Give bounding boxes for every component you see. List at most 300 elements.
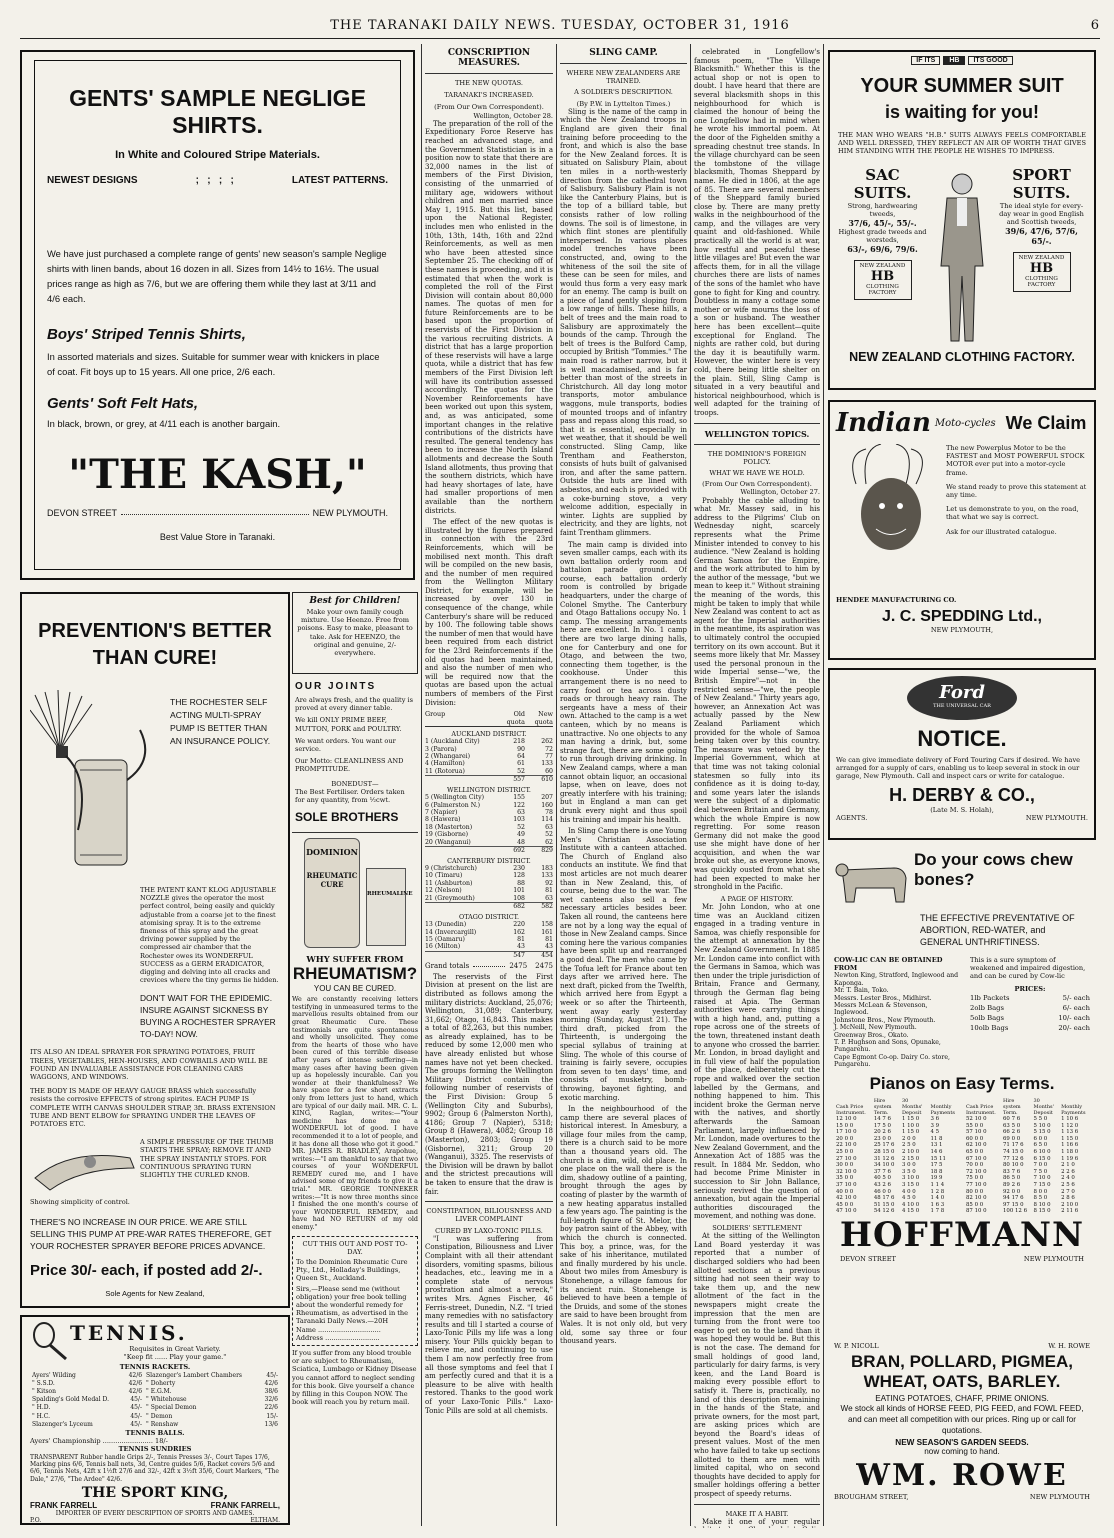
hoffmann-town: NEW PLYMOUTH [1023,1254,1084,1263]
quota-cell: 11 (Rotorua) [425,767,465,775]
piano-cell: 15 11 [930,1155,946,1162]
racket-cell: 45/- [130,1420,143,1428]
stamp-right: ITS GOOD [968,56,1012,65]
piano-cell: 83 7 6 [1003,1168,1021,1175]
quota-cell: 207 [541,794,553,802]
piano-cell: 63 5 0 [1003,1122,1021,1129]
piano-header-cell: Monthly Payments [1061,1104,1086,1116]
piano-row [834,1202,960,1209]
quota-total-cell: 582 [541,903,553,911]
quota-cell: 3 (Parora) [425,745,457,753]
coupon-name-field[interactable]: Name .............................. [296,1325,381,1334]
habit-body: Make it one of your regular [702,1517,820,1526]
quota-cell: 160 [541,801,553,809]
quota-row [425,809,553,816]
hoffmann-street: DEVON STREET [840,1254,896,1263]
racket-cell: 45/- [130,1396,143,1404]
piano-cell: 2 8 6 [1061,1195,1075,1202]
constipation-head: CONSTIPATION, BILIOUSNESS AND LIVER COMPLAINT [426,1207,552,1224]
joints-body: Are always fresh, and the quality is proved at every dinner table. [295,696,414,713]
quota-row [425,794,553,801]
sling-camp-article [560,48,687,1528]
rowe-line-6: now coming to hand. [924,1447,1000,1457]
children-body: Make your own family cough mixture. Use Heenzo. Free from poisons. Easy to make, pleasant to take. Ask for HEENZO, the original and genuine, 2/- everywhere. [297,608,413,658]
piano-cell: 82 10 0 [966,1195,987,1202]
latest-patterns: LATEST PATTERNS. [291,175,388,186]
coupon-address-field[interactable]: Address .......................... [296,1333,380,1342]
farrell-left: FRANK FARRELL [30,1501,98,1511]
gents-headline: GENTS' SAMPLE NEGLIGE SHIRTS. [69,85,366,138]
quota-cell: 103 [513,816,525,824]
piano-cell: 1 4 0 [930,1195,945,1202]
piano-cell: 60 0 0 [966,1135,984,1142]
racket-cell: 45/- [266,1371,278,1379]
racket-cell: 38/6 [264,1388,278,1396]
wellington-topics-article [694,48,820,1528]
quota-cell: 63 [545,823,553,831]
piano-cell: 3 9 [930,1122,940,1129]
quota-cell: 262 [541,738,553,746]
soldiers-head: SOLDIERS' SETTLEMENT [712,1224,802,1233]
racket-cell: 42/6 [128,1371,143,1379]
quota-cell: 133 [541,872,553,880]
racket-row [30,1413,280,1421]
indian-ready: We stand ready to prove this statement at any time. [946,482,1087,500]
piano-cell: 40 5 0 [873,1175,891,1182]
district-name: AUCKLAND DISTRICT. [451,730,527,739]
piano-cell: 25 17 6 [873,1142,895,1149]
cowlic-sure: This is a sure symptom of weakened and impaired digestion, and can be cured by Cow-lic [970,956,1086,981]
piano-cell: 28 15 0 [873,1148,895,1155]
piano-cell: 4 10 0 [901,1201,920,1208]
piano-row [964,1202,1090,1209]
cowlic-obtain: COW-LIC CAN BE OBTAINED FROM [834,956,943,973]
piano-cell: 1 10 6 [1061,1116,1079,1122]
importer-line: IMPORTER OF EVERY DESCRIPTION OF SPORTS AND GAMES. [55,1510,255,1518]
cowlic-agent: Newton King, Stratford, Inglewood and Kaponga. [834,972,959,987]
quota-row [425,768,553,775]
piano-cell: 94 17 6 [1003,1195,1024,1202]
quota-row [425,746,553,753]
piano-cell: 92 0 0 [1003,1188,1021,1195]
can-be-cured: YOU CAN BE CURED. [313,984,397,994]
hb-suit-advert [828,50,1096,390]
quota-row [425,943,553,950]
piano-header-cell: Hire system Term. [1003,1098,1021,1116]
quota-row [425,865,553,872]
quota-cell: 20 (Wanganui) [425,838,471,846]
quota-total [425,951,553,959]
quota-total-cell: 547 [513,951,525,959]
cowlic-agent: Johnstone Bros., New Plymouth. [834,1016,936,1024]
piano-cell: 54 12 6 [873,1208,895,1215]
sac-price-1: 37/6, 45/-, 55/-. [848,218,917,229]
coupon-to: To the Dominion Rheumatic Cure Pty., Ltd., Holladay's Buildings, Queen St., Auckland. [296,1258,408,1283]
sport-body: The ideal style for every-day wear in good English and Scottish tweeds, [999,201,1084,227]
sling-sub2: A SOLDIER'S DESCRIPTION. [574,88,673,97]
ford-body: We can give immediate delivery of Ford Touring Cars if desired. We have arranged for a supply of cars, enabling us to keep several in stock in our garage, New Plymouth. Call and inspect cars or write for catalogue. [836,756,1081,781]
piano-cell: 22 10 0 [836,1142,857,1149]
piano-row [834,1195,960,1202]
piano-cell: 2 7 0 [1061,1188,1075,1195]
habit-head: MAKE IT A HABIT. [725,1509,789,1518]
piano-cell: 65 0 0 [966,1148,984,1155]
column-rule [421,44,422,1526]
piano-cell: 20 0 0 [836,1135,854,1142]
piano-cell: 17 5 [930,1162,943,1169]
quota-cell: 2 (Whangarei) [425,753,470,760]
quota-total [425,775,553,783]
piano-row [834,1129,960,1136]
piano-cell: 32 10 0 [836,1168,857,1175]
quota-cell: 1 (Auckland City) [425,738,480,746]
quota-cell: 101 [513,887,525,895]
quota-cell: 43 [545,943,553,951]
wtopics-body: Probably the cable alluding to what Mr. Massey said, in his address to the Pilgrims' Club on Wednesday night, scarcely represents what the Prime Minister intended to convey to his audience. "New Zealand is holding German Samoa for the Empire, and the work attributed to him by the author of the message, "but we mean to keep it." Without straining the meaning of the words, this might be taken to imply that while New Zealand was content to act as agent for the Imperial authorities in the meantime, its aspiration was to ultimately control the occupied territory on its own account. But it seems more likely that Mr. Massey used the personal pronoun in the wide Imperial sense—"we, the British Empire"—not in the restricted sense—"we, the people of New Zealand." Thirty years ago, however, an Annexation Act was actually passed by the New Zealand Parliament which provided for the whole of Samoa being taken over by this country. The measure was vetoed by the Imperial Government, which at that time was not taking colonial statesmen so fully into its confidence as it is doing to-day, and some years later the islands were the subject of a diplomatic deal between Britain and Germany, which the whole Empire is now regretting. For some reason Germany did not make the good use she might have done of her acquisition, and when the war broke out she, as everyone knows, was quickly ousted from what she had been expected to make her stronghold in the Pacific. [694,496,820,892]
tennis-keep: "Keep fit ...... Play your game." [123,1353,227,1362]
piano-row [834,1156,960,1163]
spedding-town: NEW PLYMOUTH, [930,626,994,635]
thumb-illustration [30,1138,140,1196]
quota-cell: 19 (Gisborne) [425,831,469,839]
indian-body: The new Powerplus Motor to be the FASTEST and MOST POWERFUL STOCK MOTOR ever put into a motor-cycle frame. [946,444,1085,477]
piano-cell: 87 10 0 [966,1208,987,1215]
piano-cell: 11 8 [930,1135,943,1142]
sole-brothers: SOLE BROTHERS [295,810,399,825]
grand-total-old: 2475 [509,961,528,970]
racket-cell: " Renshaw [146,1420,179,1428]
prevention-headline-1: PREVENTION'S BETTER [38,620,272,642]
piano-cell: 4 15 0 [901,1208,920,1215]
sprayer-illustration [30,690,170,880]
piano-cell: 30 0 0 [836,1162,854,1169]
piano-cell: 75 0 0 [966,1175,984,1182]
kash-advert: GENTS' SAMPLE NEGLIGE SHIRTS. In White and Coloured Stripe Materials. NEWEST DESIGNS ; ; ; ; LATEST PATTERNS. We have just purchased a complete range of gents' new season's sample Neglige shirts with linen bands, about 16 dozen in all. Sizes from 14½ to 16½. The usual prices range as high as 7/6, but we are offering them while they last at 3/11 and 4/6 each. Boys' Striped Tennis Shirts, In assorted materials and sizes. Suitable for summer wear with knickers in place of coat. Fit boys up to 15 years. All one price, 2/6 each. Gents' Soft Felt Hats, In black, brown, or grey, at 4/11 each is another bargain. "THE KASH," DEVON STREET NEW PLYMOUTH. Best Value Store in Taranaki. [20,50,415,580]
piano-cell: 80 10 0 [1003,1162,1024,1169]
piano-cell: 7 15 0 [1033,1181,1051,1188]
quota-header-cell: Old quota [506,710,525,727]
kash-street: DEVON STREET [47,508,118,518]
piano-header-cell: 30 Months' Deposit [1033,1098,1054,1116]
piano-cell: 3 6 [930,1116,940,1122]
cow-illustration [834,850,914,910]
conscription-body-2: The effect of the new quotas is illustrated by the figures prepared in connection with the 23rd Reinforcements, which will be mobilised next month. This draft will be compiled on the new basis, and the number of men required from the Wellington Military District, for example, will be increased by over 130 in consequence of the change, while Canterbury's share will be reduced by 100. The following table shows the number of men that would have been required from each district for the 23rd Reinforcements if the old quotas had been maintained, and also the number of men who will be required now that the quotas are based upon the actual numbers of members of the First Division: [425,518,553,707]
piano-cell: 5 15 0 [1033,1129,1051,1136]
piano-cell: 13 1 [930,1142,943,1149]
sac-body: Strong, hardwearing tweeds, [847,201,918,218]
quota-row [425,929,553,936]
quota-cell: 14 (Invercargill) [425,928,477,936]
pump-claim: THE ROCHESTER SELF ACTING MULTI-SPRAY PUMP IS BETTER THAN AN INSURANCE POLICY. [170,697,271,746]
quota-cell: 62 [545,838,553,846]
sundries-body: TRANSPARENT Rubber handle Grips 2/-, Tennis Presses 3/-, Court Tapes 17/6, Marking pins 6/6, Tennis ball nets, 3d, Centre guides 5/6, Racket covers 5/6 and 6/6, Tennis Nets, 42ft x 1½ft 27/6 and 32/-, 42ft x 3½ft 35/6, Court Markers, "The Dale," 27/6, "The Ardee" 42/6. [30,1453,279,1483]
racket-cell: 22/6 [264,1404,278,1412]
racket-row [30,1404,280,1412]
racket-cell: " Kitson [32,1388,57,1396]
pianos-head: Pianos on Easy Terms. [869,1074,1055,1093]
piano-row [834,1123,960,1130]
piano-cell: 31 12 6 [873,1155,895,1162]
quota-cell: 81 [545,935,553,943]
piano-header-cell: 30 Months' Deposit [901,1098,923,1116]
conscription-article [425,48,553,1528]
piano-cell: 1 2 8 [930,1188,945,1195]
piano-cell: 97 15 0 [1003,1201,1024,1208]
piano-cell: 3 0 0 [901,1162,916,1169]
waiting-head: is waiting for you! [884,102,1039,122]
conscription-sub2: TARANAKI'S INCREASED. [444,91,534,100]
masthead [20,18,1100,33]
farrell-right: FRANK FARRELL, [210,1501,280,1511]
hb-stamp [838,56,1086,65]
quota-cell: 52 [517,767,525,775]
racket-cell: Spalding's Gold Medal D. [32,1396,110,1404]
quota-cell: 8 (Hawera) [425,816,461,824]
cowlic-prices-head: PRICES: [1014,984,1046,993]
racket-cell: 42/6 [264,1379,278,1387]
piano-cell: 69 0 0 [1003,1135,1021,1142]
derby-late: (Late M. S. Holah), [930,805,994,814]
quota-cell: 6 (Palmerston N.) [425,801,481,809]
piano-cell: 8 10 0 [1033,1201,1051,1208]
ford-tagline: THE UNIVERSAL CAR [933,703,991,709]
sling-body-3: In Sling Camp there is one Young Men's Christian Association Institute with a canteen attached. The Church of England also conducts an institute. We find that most articles are not much dearer than in New Zealand, this, of course, being due to the war. The wet canteens also sell a few necessary articles besides beer. Taken all round, the canteens here are not by a long way the equal of those in New Zealand camps. Since coming here the various companies have been split up and rearranged a good deal. The men who came by the Tofua left for France about ten days after we arrived here. The next draft, picked from the Twelfth, which arrived here from Egypt a week or so after the Thirteenth, went away early yesterday morning (Sunday, August 21). The third draft, picked from the Thirteenth, is undergoing the special syllabus of training at Sling. The whole of this course of training is fairly severe, occupies from seven to ten days' time, and consists of musketry, bomb-throwing, bayonet fighting, and exotic marching. [560,827,687,1102]
piano-cell: 3 15 0 [901,1181,920,1188]
quota-cell: 218 [513,738,525,746]
grand-total-label: Grand totals [425,961,470,970]
column-rule [690,44,691,1526]
piano-cell: 52 10 0 [966,1116,987,1122]
cowlic-agent: T. P. Hughson and Sons, Opunake, Pungarehu. [834,1039,941,1054]
cowlic-agent: J. McNeill, New Plymouth. [834,1024,917,1032]
racket-cell: " Whitehouse [146,1396,187,1404]
piano-cell: 8 5 0 [1033,1195,1048,1202]
racket-row [30,1372,280,1380]
hb-label-top-2: NEW ZEALAND [1018,255,1065,262]
quota-total-spacer [425,952,497,959]
quota-total-cell: 829 [541,847,553,855]
cows-body: THE EFFECTIVE PREVENTATIVE OF ABORTION, RED-WATER, and GENERAL UNTHRIFTINESS. [920,913,1075,947]
control-caption: Showing simplicity of control. [30,1198,130,1207]
piano-cell: 67 10 0 [966,1155,987,1162]
piano-cell: 80 0 0 [966,1188,984,1195]
rowe-line-2: WHEAT, OATS, BARLEY. [863,1372,1061,1392]
piano-cell: 6 0 0 [1033,1135,1048,1142]
piano-cell: 1 7 8 [930,1208,945,1215]
spedding-firm: J. C. SPEDDING Ltd., [881,608,1042,626]
district-name: OTAGO DISTRICT. [458,913,519,922]
racket-cell: " S.S.D. [32,1379,55,1387]
quota-cell: 52 [517,823,525,831]
tennis-po: P.O. [30,1517,42,1525]
piano-cell: 15 0 0 [836,1122,854,1129]
brass-body-text: THE BODY IS MADE OF HEAVY GAUGE BRASS which successfully resists the corrosive EFFECTS of strong spirites. EACH PUMP IS COMPLETE WITH CANVAS SHOULDER STRAP, 3ft. BRASS EXTENSION TUBE AND BENT ELBOW for SPRAYING UNDER THE LEAVES OF POTATOES ETC. [30,1087,276,1129]
piano-row [964,1142,1090,1149]
quota-total-spacer [425,776,497,783]
history-head: A PAGE OF HISTORY. [720,894,794,903]
indian-demo: Let us demonstrate to you, on the road, that what we say is correct. [946,505,1079,522]
piano-cell: 1 16 6 [1061,1142,1079,1149]
constipation-body: "I was suffering from Constipation, Biliousness and Liver Complaint with all their attendant disorders, vomiting spasms, bilious headaches, etc., leaving me in a complete state of nervous prostration and almost a wreck," writes Mrs. Agnes Fischer, 46 Ferris-street, Dunedin, N.Z. "I tried many remedies with no satisfactory results and till I started a course of Laxo-Tonic Pills my life was a long misery. Your Pills quickly began to relieve me, and continuing to use them I am now perfectly free from all those symptoms and feel that I am perfectly cured and that it is a pleasure to be alive with health restored. Thanks to the good work of your Laxo-Tonic Pills." Laxo-Tonic Pills are sold at all chemists. [425,1234,553,1415]
kash-town: NEW PLYMOUTH. [312,508,388,518]
coupon[interactable] [292,1236,418,1346]
sport-suits: SPORT SUITS. [1012,165,1071,202]
quota-row [425,760,553,767]
gents-sub: In White and Coloured Stripe Materials. [115,149,320,161]
quota-total-cell: 557 [513,776,525,784]
kant-klog-text: THE PATENT KANT KLOG ADJUSTABLE NOZZLE gives the operator the most perfect control, being easily and quickly adjustable from a coarse jet to the finest atomising spray. It is to the extreme fineness of this spray and the great driving power supplied by the compressed air chamber that the Rochester owes its WONDERFUL SUCCESS as a GERM ERADICATOR, digging and delving into all cracks and crevices where the tiny germs lie hidden. [140,886,279,985]
racket-row [30,1388,280,1396]
balls-heading: TENNIS BALLS. [125,1429,185,1438]
derby-town: NEW PLYMOUTH. [1025,813,1088,822]
piano-cell: 8 0 0 [1033,1188,1048,1195]
piano-cell: 7 5 0 [1033,1168,1048,1175]
piano-cell: 47 10 0 [836,1208,857,1215]
piano-header-row [964,1098,1090,1116]
piano-cell: 45 0 0 [836,1201,854,1208]
quota-cell: 81 [517,935,525,943]
racket-cell: 13/6 [264,1420,278,1428]
racket-cell: 42/6 [128,1388,143,1396]
quota-total-spacer [425,903,497,910]
racket-cell: " Demon [146,1412,173,1420]
sport-king: THE SPORT KING, [81,1485,229,1502]
sundries-heading: TENNIS SUNDRIES [118,1445,192,1454]
quota-cell: 63 [545,894,553,902]
quota-cell: 158 [541,921,553,929]
prevention-headline-2: THAN CURE! [92,647,218,669]
wtopics-corr: (From Our Own Correspondent). [702,480,812,489]
piano-cell: 4 5 [930,1129,940,1136]
piano-cell: 2 0 0 [901,1135,916,1142]
piano-row [834,1142,960,1149]
piano-cell: 17 5 0 [873,1122,891,1129]
conscription-body: The preparation of the roll of the Expeditionary Force Reserve has reached an advanced stage, and the Government Statistician is in a position now to state that there are 32,000 names in the list of members of the First Division, consisting of the unmarried of military age, widowers without children and men married since May 1, 1915. But this list, based upon the National Register, includes men who enlisted in the 10th, 13th, 14th, 16th and 22nd Reinforcements, as well as men who have been attested since September 25. The checking off of these names is proceeding, and it is estimated that when the work is completed the roll of the First Division will contain about 80,000 names. The quotas of men for future Reinforcements are to be based upon the proportion of reservists of the First Division in the various recruiting districts. A district that has a large proportion of these reservists will have a large quota, while a district that has few members of the First Division left will have its contribution assessed accordingly. The quotas for the November Reinforcements have been worked out upon this system, and, as was anticipated, some important changes in the relative contributions of the districts have resulted. The general tendency has been to increase the North Island allotments and decrease the South Island allotments, thus proving that the southern districts, which have had heavy shortages of late, have had smaller proportions of men available than the northern districts. [425,119,553,515]
piano-row [834,1149,960,1156]
sac-body-2: Highest grade tweeds and worsteds, [838,228,927,245]
conscription-corr: (From Our Own Correspondent). [434,103,544,112]
quota-cell: 13 (Dunedin) [425,921,467,929]
hb-label-bottom-2: CLOTHING FACTORY [1025,276,1058,289]
bottle-label-3: CURE [320,880,344,890]
ford-notice: NOTICE. [917,726,1007,751]
quota-total-cell: 682 [513,903,525,911]
wtopics-sub: THE DOMINION'S FOREIGN POLICY. [707,449,807,466]
racket-cell: 32/6 [264,1396,278,1404]
indian-head-illustration [836,444,946,594]
rowe-line-3: EATING POTATOES, CHAFF, PRIME ONIONS. [875,1394,1049,1404]
piano-cell: 25 0 0 [836,1148,854,1155]
quota-cell: 108 [513,894,525,902]
bottle-label-2: RHEUMATIC [306,871,358,881]
sac-suits: SAC SUITS. [853,165,912,202]
why-suffer: WHY SUFFER FROM [306,954,404,965]
quota-row [425,831,553,838]
quota-cell: 161 [541,928,553,936]
cowlic-agent: Greenway Bros., Okato. [834,1031,909,1039]
piano-cell: 12 10 0 [836,1116,857,1122]
piano-cell: 1 10 0 [901,1122,920,1129]
cowlic-prices [970,993,1090,1033]
quota-cell: 72 [545,745,553,753]
piano-cell: 1 15 0 [901,1116,920,1122]
hoffmann-firm: HOFFMANN [839,1214,1085,1255]
quota-cell: 43 [517,943,525,951]
quota-total-spacer [425,847,497,854]
quota-cell: 49 [517,831,525,839]
sling-body-2: The main camp is divided into seven smaller camps, each with its own battalion orderly room and battalion parade ground. Of course, each battalion orderly room is controlled by brigade headquarters, under the charge of Colonel Smythe. The Canterbury and Otago Battalions occupy No. 1 camp. The messing arrangements here are excellent. In No. 1 camp there are two large dining halls, one for Canterbury and one for Otago, and between the two, connecting them together, is the cookhouse. Under this arrangement there is no need to carry food or tea across dusty roads or through heavy rain. The sergeants have a mess of their own. Attached to the camp is a wet canteen, which by no means is unattractive. No one objects to any man having a drink, but, some strange fact, there are some going to run through driving drinking. In New Zealand camps, where a man cannot obtain liquor, an occasional lapse, when on leave, does not greatly interfere with his training; but in England a man can get drunk every night and thus spoil his training and impair his health. [560,540,687,824]
cowlic-price-row [970,993,1090,1003]
racket-cell: " Doherty [146,1379,176,1387]
cowlic-price-size: 2olb Bags [970,1003,1004,1012]
piano-header-cell: Cash Price Instrument. [966,1104,996,1116]
gents-body: We have just purchased a complete range of gents' new season's sample Neglige shirts with linen bands, about 16 dozen in all. Sizes from 14½ to 16½. The usual prices range as high as 7/6, but we are offering them while they last at 3/11 and 4/6 each. [47,248,387,304]
quota-cell: 78 [545,809,553,817]
quota-cell: 77 [545,753,553,760]
rowe-firm: WM. ROWE [856,1458,1068,1494]
piano-row [964,1208,1090,1215]
piano-cell: 2 1 0 [1061,1162,1075,1169]
piano-cell: 6 10 0 [1033,1148,1051,1155]
piano-cell: 6 15 0 [1033,1155,1051,1162]
sling-body: Sling is the name of the camp in which the New Zealand troops in England are given their final training before proceeding to the front, and which is also the base for the New Zealand forces. It is situated on Salisbury Plain, about ten miles in a north-westerly direction from the cathedral town of Salisbury. Salisbury Plain is not like the Canterbury Plains, but is the top of a billiard table, but consists rather of low rolling downs. The soil is of limestone, in which flint stones are plentifully interspersed. In various places model trenches have been constructed, and, owing to the whiteness of the soil the site of these can be seen for miles, and would thus form a very easy mark for an enemy. The camp is built on a piece of land gently sloping from a low range of hills. These hills, a belt of trees and the main road to Salisbury are approximately the bounds of the camp. Through the belt of trees is the Bulford Camp, occupied by British "Tommies." The main road is rather narrow, but it is well macadamised, and is far better than most of the streets in Christchurch. All day long motor transports, motor ambulance waggons, mule transports, bodies of mounted troops and of infantry pass and repass along this road, so that it is essential, especially in wet weather, that it should be well constructed. Sling Camp, like Trentham and Featherston, consists of huts built of galvanised iron, and after the same pattern. Outside the huts are lined with asbestos, and each is provided with a coke-burning stove, a very welcome addition, especially in winter. Lights are supplied by electricity, and they are lights, not faint Trentham glimmers. [560,107,687,537]
piano-row [964,1182,1090,1189]
joints-head: OUR JOINTS [295,681,377,692]
rheumaline-bottles [292,838,418,950]
piano-table-right [964,1098,1090,1215]
cowlic-agent: Messrs. Lester Bros., Midhirst. [834,994,932,1002]
piano-row [834,1189,960,1196]
piano-cell: 70 0 0 [966,1162,984,1169]
wtopics-head: WELLINGTON TOPICS. [704,428,810,439]
cowlic-price-row [970,1013,1090,1023]
rheum-body: We are constantly receiving letters testifying in unmeasured terms to the marvellous results obtained from our great Rheumatic Cure. These testimonials are quite spontaneous and wholly unsolicited. They come from the hearts of those who have been cured of this terrible disease after years of intense suffering—in many cases after having been given up as hopelessly incurable. Can you wonder at their thankfulness? We have space for a few short extracts only from letters just to hand, which are typical of our daily mail. MR. C. L. KING, Raglan, writes:—"Your medicine has done me a WONDERFUL lot of good. I have recommended it to a lot of people, and it has done all those who got it good." MR. JAMES R. BRADLEY, Arapohue, writes:—"I am thankful to say that two courses of your WONDERFUL REMEDY cured me, and I have advised some of my friends to give it a trial." MR. GEORGE TONNEKER writes:—"It is now three months since I finished the one month's course of your WONDERFUL REMEDY, and have had NO RETURN of my old enemy." [292,995,418,1232]
racket-cell: Slazenger's Lyceum [32,1420,93,1428]
quota-cell: 9 (Christchurch) [425,865,477,873]
we-claim: We Claim [1005,412,1087,433]
piano-cell: 2 2 6 [1061,1168,1075,1175]
quota-cell: 21 (Greymouth) [425,894,475,902]
piano-cell: 4 5 0 [901,1195,916,1202]
quota-row [425,936,553,943]
quota-cell: 114 [541,816,553,824]
column-rule [823,44,824,1526]
racket-cell: Ayers' Wilding [32,1371,76,1379]
tennis-town: ELTHAM. [250,1517,280,1525]
cowlic-agent: Cape Egmont Co-op. Dairy Co. store, Pungarehu. [834,1053,950,1068]
children-advert [292,592,418,674]
piano-cell: 77 10 0 [966,1181,987,1188]
cows-head: Do your cows chew bones? [914,850,1073,889]
ford-advert [828,668,1096,840]
quota-header-cell: Group [425,710,446,719]
championship-balls: Ayers' Championship ........................ 18/- [30,1437,168,1446]
wtopics-sub2: WHAT WE HAVE WE HOLD. [709,468,805,477]
piano-row [834,1175,960,1182]
newest-designs: NEWEST DESIGNS [47,175,138,186]
ford-wordmark: Ford [939,682,985,703]
quota-cell: 10 (Timaru) [425,872,463,880]
coupon-head: CUT THIS OUT AND POST TO-DAY. [302,1239,408,1256]
grand-total-new: 2475 [535,961,553,970]
fertiliser-text: The Best Fertiliser. Orders taken for any quantity, from ½cwt. [295,787,405,805]
piano-cell: 7 10 0 [1033,1175,1051,1182]
quota-row [425,921,553,928]
quota-cell: 11 (Ashburton) [425,879,473,887]
piano-row [964,1149,1090,1156]
rochester-advert [20,592,290,1308]
racket-cell: " H.C. [32,1412,51,1420]
